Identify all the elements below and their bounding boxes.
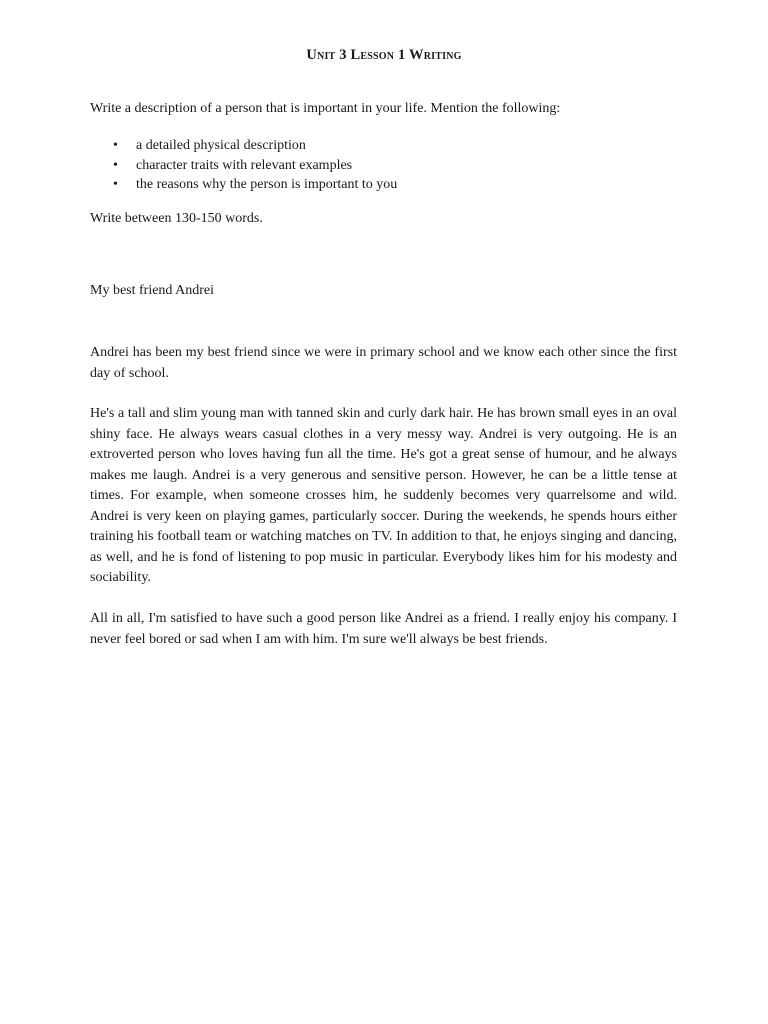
- list-item-text: a detailed physical description: [136, 138, 306, 153]
- essay-paragraph-intro: Andrei has been my best friend since we were in primary school and we know each other since the first day of school.: [90, 345, 677, 381]
- essay-paragraph-conclusion: All in all, I'm satisfied to have such a good person like Andrei as a friend. I really enjoy his company. I never feel bored or sad when I am with him. I'm sure we'll always be best friends.: [90, 611, 677, 647]
- list-item: [90, 175, 677, 195]
- list-item: [90, 136, 677, 156]
- essay-paragraph-description: He's a tall and slim young man with tanned skin and curly dark hair. He has brown small eyes in an oval shiny face. He always wears casual clothes in a very messy way. Andrei is very outgoing. He is an extroverted person who loves having fun all the time. He's got a great sense of humour, and he always makes me laugh. Andrei is a very generous and sensitive person. However, he can be a little tense at times. For example, when someone crosses him, he suddenly becomes very quarrelsome and wild. Andrei is very keen on playing games, particularly soccer. During the weekends, he spends hours either training his football team or watching matches on TV. In addition to that, he enjoys singing and dancing, as well, and he is fond of listening to pop music in particular. Everybody likes him for his modesty and sociability.: [90, 406, 677, 585]
- essay-title: My best friend Andrei: [90, 283, 215, 298]
- bullet-icon: •: [113, 157, 118, 173]
- bullet-icon: •: [113, 177, 118, 192]
- list-item: [90, 156, 677, 176]
- list-item-text: character traits with relevant examples: [136, 157, 353, 173]
- instructions-text: Write a description of a person that is important in your life. Mention the following:: [90, 101, 561, 116]
- page-title: Unit 3 Lesson 1 Writing: [306, 47, 462, 63]
- bullet-icon: •: [113, 138, 118, 153]
- requirements-list: [90, 136, 677, 195]
- word-count-instruction: Write between 130-150 words.: [90, 211, 263, 226]
- list-item-text: the reasons why the person is important to you: [136, 177, 398, 192]
